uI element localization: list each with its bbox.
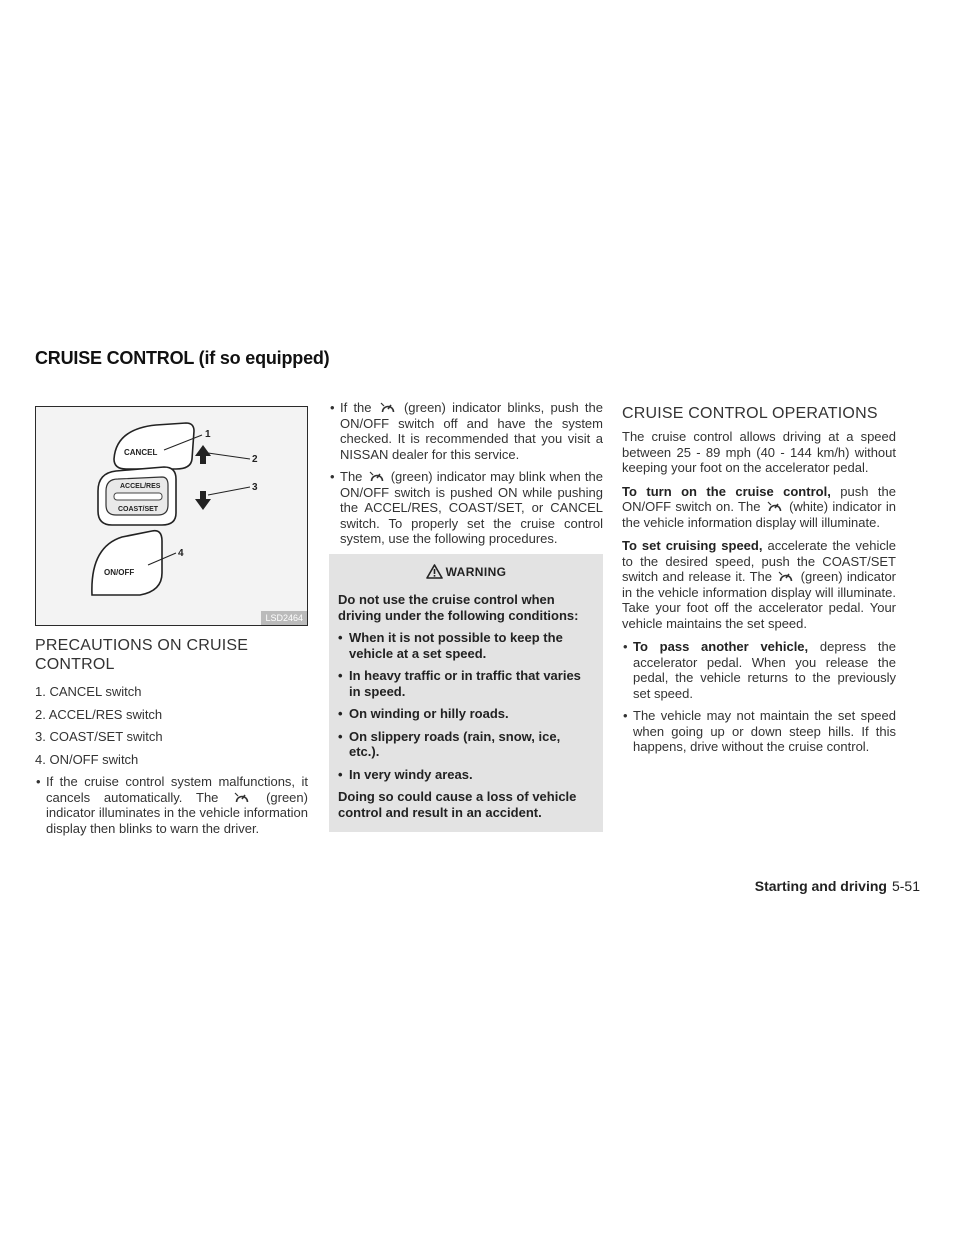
list-item: 1. CANCEL switch	[35, 684, 142, 699]
warning-outro: Doing so could cause a loss of vehicle control and result in an accident.	[338, 789, 577, 820]
page-number: 5-51	[891, 878, 920, 894]
set-speed-paragraph: To set cruising speed, accelerate the vehicle to the desired speed, push the COAST/SET switch and release it. The (green) indicator in the vehicle information display will illuminate. Take your foot off the accelerator pedal. Your vehicle maintains the set speed.	[622, 538, 896, 631]
steep-hills-bullet: • The vehicle may not maintain the set speed when going up or down steep hills. If this happens, drive without the cruise control.	[622, 708, 896, 755]
coast-set-label: COAST/SET	[118, 506, 159, 513]
warning-title: WARNING	[445, 564, 507, 579]
cancel-label: CANCEL	[124, 448, 158, 457]
callout-3: 3	[252, 482, 258, 493]
malfunction-bullet: • If the cruise control system malfunctions, it cancels automatically. The (green) indicator illuminates in the vehicle information display then blinks to warn the driver.	[35, 774, 308, 836]
cruise-indicator-icon	[767, 500, 783, 513]
callout-2: 2	[252, 454, 258, 465]
figure-code: LSD2464	[261, 611, 307, 625]
warning-item: • On winding or hilly roads.	[338, 706, 594, 722]
pass-vehicle-bullet: • To pass another vehicle, depress the accelerator pedal. When you release the pedal, the vehicle returns to the previously set speed.	[622, 639, 896, 701]
operations-intro: The cruise control allows driving at a speed between 25 - 89 mph (40 - 144 km/h) without keeping your foot on the accelerator pedal.	[622, 429, 896, 475]
warning-item: • In heavy traffic or in traffic that varies in speed.	[338, 668, 594, 699]
warning-item: • When it is not possible to keep the vehicle at a set speed.	[338, 630, 594, 661]
turn-on-paragraph: To turn on the cruise control, push the ON/OFF switch on. The (white) indicator in the vehicle information display will illuminate.	[622, 483, 896, 530]
warning-triangle-icon	[426, 564, 443, 579]
operations-heading: CRUISE CONTROL OPERATIONS	[622, 405, 878, 422]
switch-list	[35, 684, 308, 767]
callout-1: 1	[205, 429, 211, 440]
column-left	[35, 400, 308, 843]
indicator-blinks-bullet: • If the (green) indicator blinks, push the ON/OFF switch off and have the system checked. It is recommended that you visit a NISSAN dealer for this service.	[329, 400, 603, 462]
warning-header	[338, 564, 594, 581]
list-item: 2. ACCEL/RES switch	[35, 706, 163, 722]
column-middle	[329, 400, 603, 832]
warning-intro: Do not use the cruise control when driving under the following conditions:	[338, 592, 579, 623]
cruise-switch-figure	[35, 406, 308, 626]
list-item: 3. COAST/SET switch	[35, 729, 163, 744]
cruise-switch-illustration	[36, 407, 307, 625]
page-footer	[755, 878, 920, 894]
accel-res-label: ACCEL/RES	[120, 483, 161, 490]
footer-section: Starting and driving	[754, 878, 887, 894]
warning-item: • On slippery roads (rain, snow, ice, etc.).	[338, 729, 594, 760]
cruise-indicator-icon	[778, 570, 794, 583]
list-item: 4. ON/OFF switch	[35, 751, 139, 767]
callout-4: 4	[178, 548, 184, 559]
cruise-indicator-icon	[369, 470, 385, 483]
precautions-heading: PRECAUTIONS ON CRUISE CONTROL	[35, 637, 249, 673]
section-title: CRUISE CONTROL (if so equipped)	[35, 348, 330, 368]
cruise-indicator-icon	[380, 401, 396, 414]
column-right	[622, 400, 896, 762]
on-off-label: ON/OFF	[104, 568, 135, 577]
warning-item: • In very windy areas.	[338, 767, 594, 783]
indicator-may-blink-bullet: • The (green) indicator may blink when the ON/OFF switch is pushed ON while pushing the ACCEL/RES, COAST/SET, or CANCEL switch. To properly set the cruise control system, use the following procedures.	[329, 469, 603, 547]
warning-box	[329, 554, 603, 833]
cruise-indicator-icon	[234, 791, 250, 804]
